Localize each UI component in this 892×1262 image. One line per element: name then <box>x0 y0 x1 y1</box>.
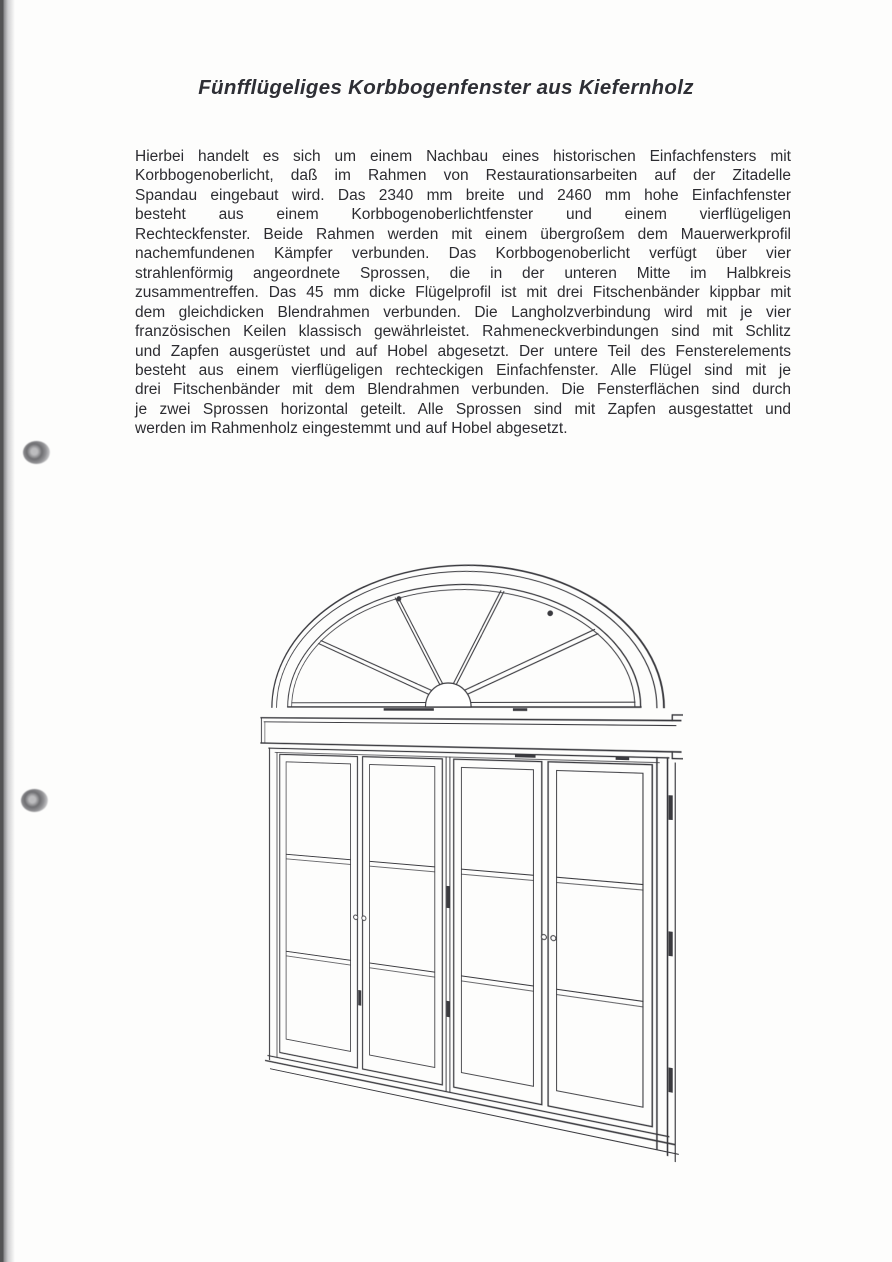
scan-page-edge <box>0 0 16 1262</box>
paragraph-line: nachemfundenen Kämpfer verbunden. Das Korbbogenoberlicht verfügt über vier <box>135 245 791 263</box>
paragraph-line: drei Fitschenbänder mit dem Blendrahmen verbunden. Die Fensterflächen sind durch <box>135 381 791 399</box>
paragraph-line: besteht aus einem vierflügeligen rechteckigen Einfachfenster. Alle Flügel sind mit je <box>135 361 791 379</box>
paragraph-line: strahlenförmig angeordnete Sprossen, die in der unteren Mitte im Halbkreis <box>135 264 791 282</box>
paragraph-line: dem gleichdicken Blendrahmen verbunden. Die Langholzverbindung wird mit je vier <box>135 303 791 321</box>
paragraph-line: Rechteckfenster. Beide Rahmen werden mit einem übergroßem dem Mauerwerkprofil <box>135 225 791 243</box>
paragraph-line: Hierbei handelt es sich um einem Nachbau eines historischen Einfachfensters mit <box>135 148 791 165</box>
body-paragraph <box>135 147 791 439</box>
paragraph-line: Korbbogenoberlicht, daß im Rahmen von Restaurationsarbeiten auf der Zitadelle <box>135 167 791 185</box>
punch-hole <box>23 441 50 464</box>
page-title: Fünfflügeliges Korbbogenfenster aus Kiefernholz <box>198 76 694 99</box>
paragraph-line: und Zapfen ausgerüstet und auf Hobel abgesetzt. Der untere Teil des Fensterelements <box>135 342 791 360</box>
paragraph-line: Spandau eingebaut wird. Das 2340 mm breite und 2460 mm hohe Einfachfenster <box>135 186 791 204</box>
paragraph-line: französischen Keilen klassisch gewährleistet. Rahmeneckverbindungen sind mit Schlitz <box>135 323 791 341</box>
paragraph-line: werden im Rahmenholz eingestemmt und auf Hobel abgesetzt. <box>135 420 568 438</box>
paragraph-line: zusammentreffen. Das 45 mm dicke Flügelprofil ist mit drei Fitschenbänder kippbar mit <box>135 284 791 302</box>
window-technical-drawing <box>259 538 683 1212</box>
punch-hole <box>21 789 48 812</box>
paragraph-line: je zwei Sprossen horizontal geteilt. Alle Sprossen sind mit Zapfen ausgestattet und <box>135 400 791 418</box>
paragraph-line: besteht aus einem Korbbogenoberlichtfenster und einem vierflügeligen <box>135 206 791 224</box>
